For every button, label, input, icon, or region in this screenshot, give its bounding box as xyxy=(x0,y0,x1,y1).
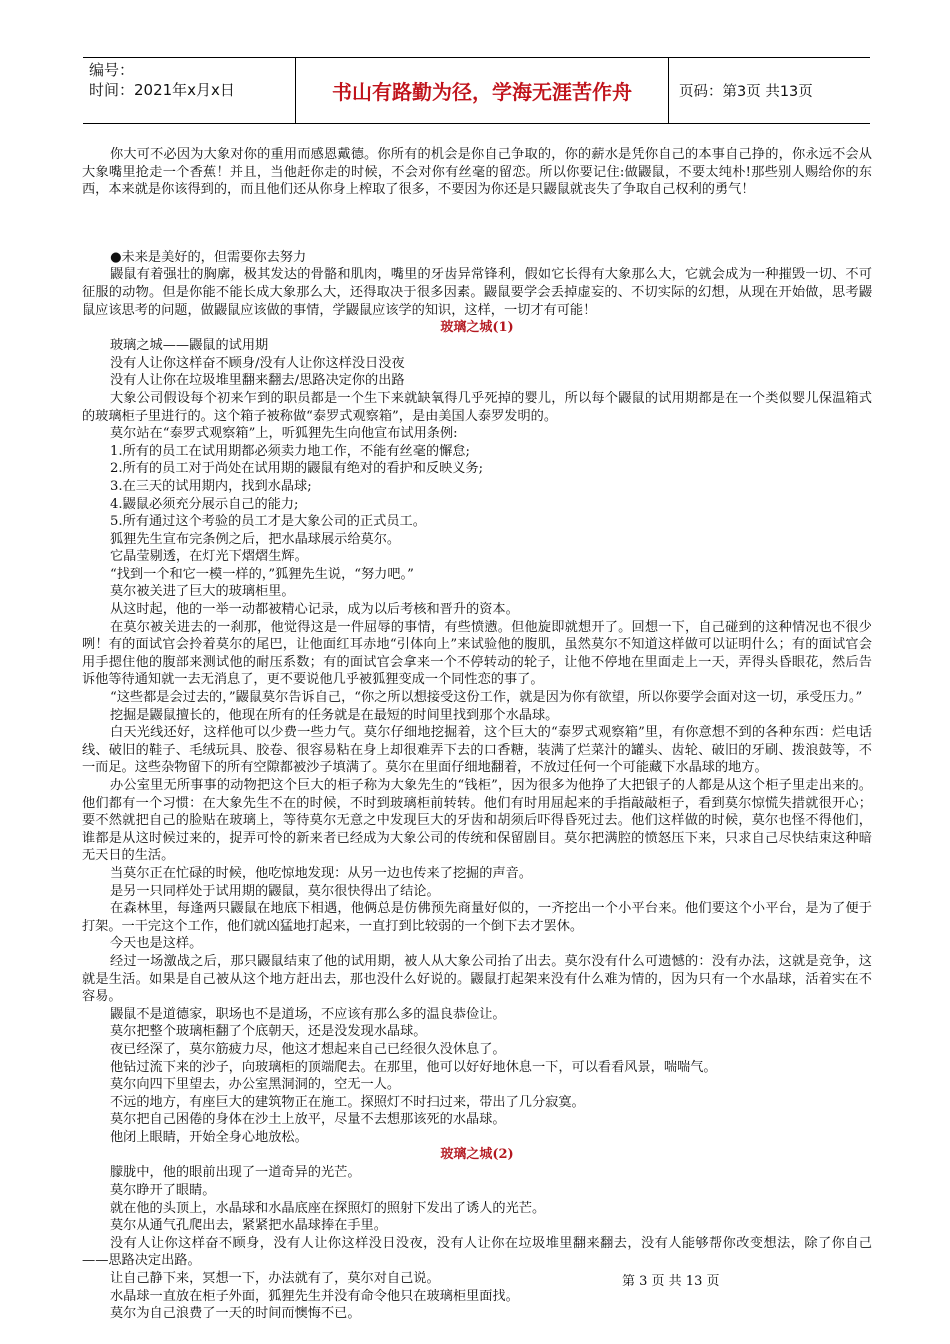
body-paragraph: 从这时起，他的一举一动都被精心记录，成为以后考核和晋升的资本。 xyxy=(110,602,519,618)
body-paragraph: 他闭上眼睛，开始全身心地放松。 xyxy=(110,1129,308,1145)
body-paragraph: 莫尔被关进了巨大的玻璃柜里。 xyxy=(110,584,295,600)
body-paragraph: 莫尔向四下里望去，办公室黑洞洞的，空无一人。 xyxy=(110,1077,401,1093)
body-paragraph: 经过一场激战之后，那只鼹鼠结束了他的试用期，被人从大象公司抬了出去。莫尔没有什么可遗憾的：没有办法，这就是竞争，这就是生活。如果是自己被从这个地方赶出去，那也没什么好说的。鼹鼠打起架来没有什么难为情的，因为只有一个水晶球，活着实在不容易。 xyxy=(82,953,872,1005)
body-paragraph: 在莫尔被关进去的一刹那，他觉得这是一件屈辱的事情，有些愤懑。但他旋即就想开了。回想一下，自己碰到的这种情况也不很少咧！有的面试官会拎着莫尔的尾巴，让他面红耳赤地“引体向上”来试验他的腹肌，虽然莫尔不知道这样做可以证明什么；有的面试官会用手摁住他的腹部来测试他的耐压系数；有的面试官会拿来一个不停转动的轮子，让他不停地在里面走上一天，弄得头昏眼花，然后告诉他等待通知就一去无消息了，更不要说他几乎被狐狸变成一个同性恋的事了。 xyxy=(82,619,872,688)
body-paragraph: 莫尔站在“泰罗式观察箱”上，听狐狸先生向他宣布试用条例: xyxy=(110,426,458,442)
paragraph-gap xyxy=(82,215,872,233)
body-paragraph: 它晶莹剔透，在灯光下熠熠生辉。 xyxy=(110,549,308,565)
body-paragraph: 办公室里无所事事的动物把这个巨大的柜子称为大象先生的“钱柜”，因为很多为他挣了大把银子的人都是从这个柜子里走出来的。他们都有一个习惯：在大象先生不在的时候，不时到玻璃柜前转转。他们有时用屈起来的手指敲敲柜子，看到莫尔惊慌失措就很开心；要不然就把自己的脸贴在玻璃上，等待莫尔无意之中发现巨大的牙齿和胡须后吓得昏死过去。他们这样做的时候，莫尔也怪不得他们，谁都是从这时候过来的，捉弄可怜的新来者已经成为大象公司的传统和保留剧目。莫尔把满腔的愤怒压下来，只求自己尽快结束这种暗无天日的生活。 xyxy=(82,778,872,864)
header-motto: 书山有路勤为径，学海无涯苦作舟 xyxy=(296,58,669,123)
body-paragraph: 白天光线还好，这样他可以少费一些力气。莫尔仔细地挖掘着，这个巨大的“泰罗式观察箱”里，有你意想不到的各种东西：烂电话线、破旧的鞋子、毛绒玩具、胶卷、很容易粘在身上却很难弄下去的口香糖，装满了烂菜汁的罐头、齿轮、破旧的牙刷、拨浪鼓等，不一而足。这些杂物留下的所有空隙都被沙子填满了。莫尔在里面仔细地翻着，不放过任何一个可能藏下水晶球的地方。 xyxy=(82,725,872,776)
document-body xyxy=(82,146,872,1323)
body-paragraph: 4.鼹鼠必须充分展示自己的能力; xyxy=(110,496,299,512)
body-paragraph: 挖掘是鼹鼠擅长的，他现在所有的任务就是在最短的时间里找到那个水晶球。 xyxy=(110,707,559,723)
body-paragraph: 当莫尔正在忙碌的时候，他吃惊地发现：从另一边也传来了挖掘的声音。 xyxy=(110,865,532,881)
body-paragraph: 你大可不必因为大象对你的重用而感恩戴德。你所有的机会是你自己争取的，你的薪水是凭你自己的本事自己挣的，你永远不会从大象嘴里抢走一个香蕉！并且，当他赶你走的时候，不会对你有丝毫的留恋。所以你要记住:做鼹鼠，不要太纯朴!那些别人赐给你的东西，本来就是你该得到的，而且他们还从你身上榨取了很多，不要因为你还是只鼹鼠就丧失了争取自己权利的勇气！ xyxy=(82,147,872,198)
body-paragraph: 鼹鼠不是道德家，职场也不是道场，不应该有那么多的温良恭俭让。 xyxy=(110,1006,506,1022)
body-paragraph: ●未来是美好的，但需要你去努力 xyxy=(110,249,307,265)
body-paragraph: 5.所有通过这个考验的员工才是大象公司的正式员工。 xyxy=(110,514,426,530)
body-paragraph: 莫尔把整个玻璃柜翻了个底朝天，还是没发现水晶球。 xyxy=(110,1024,427,1040)
body-paragraph: 夜已经深了，莫尔筋疲力尽，他这才想起来自己已经很久没休息了。 xyxy=(110,1041,506,1057)
page-header xyxy=(83,57,870,124)
header-page-info: 页码：第3页 共13页 xyxy=(679,84,813,100)
body-paragraph: 莫尔睁开了眼睛。 xyxy=(110,1183,216,1199)
section-title: 玻璃之城(1) xyxy=(440,320,514,336)
body-paragraph: 朦胧中，他的眼前出现了一道奇异的光芒。 xyxy=(110,1165,361,1181)
body-paragraph: 他钻过流下来的沙子，向玻璃柜的顶端爬去。在那里，他可以好好地休息一下，可以看看风景，喘喘气。 xyxy=(110,1059,717,1075)
body-paragraph: 水晶球一直放在柜子外面，狐狸先生并没有命令他只在玻璃柜里面找。 xyxy=(110,1288,519,1304)
body-paragraph: 就在他的头顶上，水晶球和水晶底座在探照灯的照射下发出了诱人的光芒。 xyxy=(110,1200,546,1216)
body-paragraph: 狐狸先生宣布完条例之后，把水晶球展示给莫尔。 xyxy=(110,531,401,547)
body-paragraph: 莫尔把自己困倦的身体在沙土上放平，尽量不去想那该死的水晶球。 xyxy=(110,1112,506,1128)
body-paragraph: 鼹鼠有着强壮的胸廓，极其发达的骨骼和肌肉，嘴里的牙齿异常锋利，假如它长得有大象那么大，它就会成为一种摧毁一切、不可征服的动物。但是你能不能长成大象那么大，还得取决于很多因素。鼹鼠要学会丢掉虚妄的、不切实际的幻想，从现在开始做，思考鼹鼠应该思考的问题，做鼹鼠应该做的事情，学鼹鼠应该学的知识，这样，一切才有可能！ xyxy=(82,267,872,318)
body-paragraph: 是另一只同样处于试用期的鼹鼠，莫尔很快得出了结论。 xyxy=(110,883,440,899)
body-paragraph: 3.在三天的试用期内，找到水晶球; xyxy=(110,478,312,494)
body-paragraph: 不远的地方，有座巨大的建筑物正在施工。探照灯不时扫过来，带出了几分寂寞。 xyxy=(110,1094,585,1110)
body-paragraph: 莫尔为自己浪费了一天的时间而懊悔不已。 xyxy=(110,1306,361,1322)
body-paragraph: 没有人让你在垃圾堆里翻来翻去/思路决定你的出路 xyxy=(110,373,405,389)
body-paragraph: 玻璃之城——鼹鼠的试用期 xyxy=(110,338,269,354)
body-paragraph: 今天也是这样。 xyxy=(110,936,203,952)
body-paragraph: 大象公司假设每个初来乍到的职员都是一个生下来就缺氧得几乎死掉的婴儿，所以每个鼹鼠的试用期都是在一个类似婴儿保温箱式的玻璃柜子里进行的。这个箱子被称做“泰罗式观察箱”，是由美国人泰罗发明的。 xyxy=(82,390,872,424)
body-paragraph: “找到一个和它一模一样的，”狐狸先生说，“努力吧。” xyxy=(110,566,414,582)
serial-number-label: 编号： xyxy=(89,61,135,79)
body-paragraph: “这些都是会过去的，”鼹鼠莫尔告诉自己，“你之所以想接受这份工作，就是因为你有欲望，所以你要学会面对这一切，承受压力。” xyxy=(110,690,863,706)
section-title: 玻璃之城(2) xyxy=(440,1147,514,1163)
body-paragraph: 1.所有的员工在试用期都必须卖力地工作，不能有丝毫的懈怠; xyxy=(110,443,470,459)
body-paragraph: 没有人让你这样奋不顾身/没有人让你这样没日没夜 xyxy=(110,355,405,371)
page-footer: 第 3 页 共 13 页 xyxy=(622,1274,720,1289)
body-paragraph: 在森林里，每逢两只鼹鼠在地底下相遇，他俩总是仿佛预先商量好似的，一齐挖出一个小平台来。他们要这个小平台，是为了便于打架。一干完这个工作，他们就凶猛地打起来，一直打到比较弱的一个倒下去才罢休。 xyxy=(82,901,872,934)
date-label: 时间：2021年x月x日 xyxy=(89,81,235,99)
body-paragraph: 莫尔从通气孔爬出去，紧紧把水晶球捧在手里。 xyxy=(110,1218,387,1234)
body-paragraph: 2.所有的员工对于尚处在试用期的鼹鼠有绝对的看护和反映义务; xyxy=(110,461,484,477)
body-paragraph: 没有人让你这样奋不顾身，没有人让你这样没日没夜，没有人让你在垃圾堆里翻来翻去，没有人能够帮你改变想法，除了你自己——思路决定出路。 xyxy=(82,1235,872,1269)
header-meta xyxy=(83,58,296,123)
body-paragraph: 让自己静下来，冥想一下，办法就有了，莫尔对自己说。 xyxy=(110,1271,440,1287)
